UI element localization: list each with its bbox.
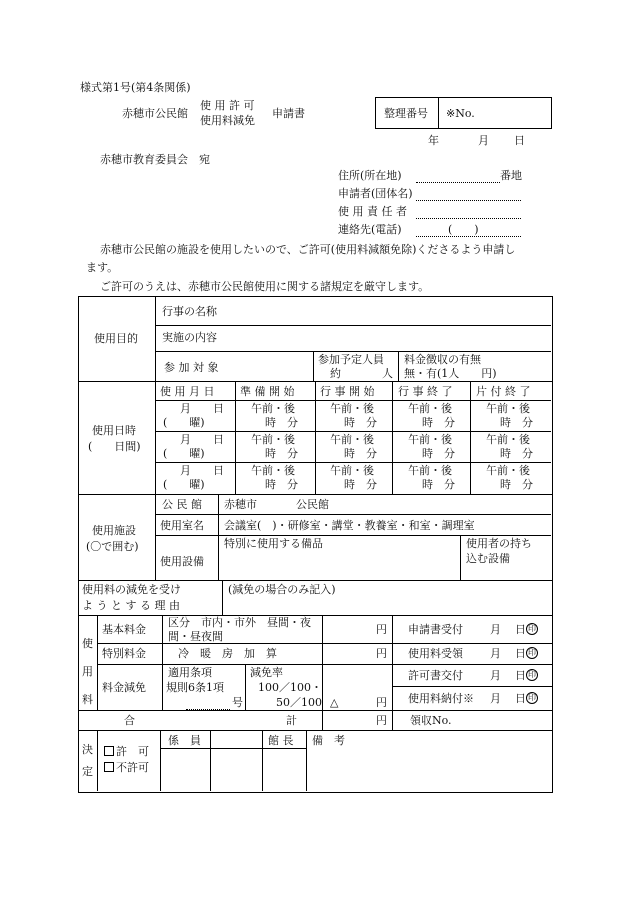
special-equip-label: 特別に使用する備品 xyxy=(224,537,323,550)
nopermit-checkbox[interactable] xyxy=(104,762,149,773)
fee-paid-month: 月 xyxy=(490,692,501,705)
contact-paren: ( ) xyxy=(448,223,479,236)
dt-ampm-r2-c4[interactable]: 午前・後 xyxy=(486,464,530,477)
kominkan-label: 公 民 館 xyxy=(162,498,202,511)
apply-recv-month: 月 xyxy=(490,623,501,636)
rule-go-field[interactable] xyxy=(186,709,230,710)
dt-header-cleanup: 片 付 終 了 xyxy=(476,385,531,398)
dt-date-r0[interactable]: 月 日 xyxy=(180,402,224,415)
fee-side-1: 使 xyxy=(82,637,93,650)
yen-total: 円 xyxy=(376,714,387,727)
rule-label: 規則6条1項 xyxy=(166,681,224,694)
room-options[interactable]: 会議室( )・研修室・講堂・教養室・和室・調理室 xyxy=(224,519,475,532)
dt-time-r1-c2[interactable]: 時 分 xyxy=(344,447,377,460)
dt-ampm-r0-c4[interactable]: 午前・後 xyxy=(486,402,530,415)
checkbox-icon[interactable] xyxy=(104,762,114,772)
bring-equip-label1: 使用者の持ち xyxy=(466,537,532,550)
dt-ampm-r0-c1[interactable]: 午前・後 xyxy=(251,402,295,415)
title-kyoka: 使 用 許 可 xyxy=(200,99,255,112)
contact-label: 連絡先(電話) xyxy=(338,223,402,236)
seiri-number[interactable]: ※No. xyxy=(446,107,475,120)
apply-recv-label: 申請書受付 xyxy=(408,623,463,636)
dt-header-start: 行 事 開 始 xyxy=(320,385,375,398)
dt-date-r1[interactable]: 月 日 xyxy=(180,433,224,446)
dt-header-prep: 準 備 開 始 xyxy=(240,385,295,398)
seal-icon: 印 xyxy=(528,693,536,702)
permit-checkbox[interactable] xyxy=(104,746,149,757)
go-label: 号 xyxy=(232,696,243,709)
basic-fee-label: 基本料金 xyxy=(102,623,146,636)
purpose-label: 使用目的 xyxy=(94,332,138,345)
fee-recv-day: 日 xyxy=(515,647,526,660)
dt-time-r0-c1[interactable]: 時 分 xyxy=(265,416,298,429)
dt-time-r0-c3[interactable]: 時 分 xyxy=(422,416,455,429)
triangle-label: △ xyxy=(330,696,339,709)
date-year: 年 xyxy=(428,134,439,147)
receipt-no-label: 領収No. xyxy=(410,714,452,727)
datetime-label: 使用日時 xyxy=(92,424,136,437)
datetime-days[interactable]: ( 日間) xyxy=(88,440,141,453)
equip-label: 使用設備 xyxy=(160,555,204,568)
dt-weekday-r2[interactable]: ( 曜) xyxy=(163,478,205,491)
director-label: 館 長 xyxy=(268,734,294,747)
dt-time-r2-c1[interactable]: 時 分 xyxy=(265,478,298,491)
date-month: 月 xyxy=(478,134,489,147)
manager-field[interactable] xyxy=(416,218,521,219)
dt-weekday-r1[interactable]: ( 曜) xyxy=(163,447,205,460)
fee-recv-label: 使用料受領 xyxy=(408,647,463,660)
kominkan2-label: 公民館 xyxy=(296,498,329,511)
dt-ampm-r2-c1[interactable]: 午前・後 xyxy=(251,464,295,477)
dt-time-r2-c4[interactable]: 時 分 xyxy=(500,478,533,491)
fee-collect-label: 料金徴収の有無 xyxy=(404,353,481,366)
permit-issue-day: 日 xyxy=(515,669,526,682)
manager-label: 使 用 責 任 者 xyxy=(338,205,407,218)
permit-issue-label: 許可書交付 xyxy=(408,669,463,682)
decision-label-1: 決 xyxy=(82,743,93,756)
fee-paid-day: 日 xyxy=(515,692,526,705)
rate-line1[interactable]: 100／100・ xyxy=(258,681,322,694)
reason-label2: よ う と す る 理 由 xyxy=(82,599,180,612)
form-number: 様式第1号(第4条関係) xyxy=(80,81,191,94)
rate-label: 減免率 xyxy=(250,666,283,679)
seal-icon: 印 xyxy=(528,648,536,657)
checkbox-icon[interactable] xyxy=(104,746,114,756)
seal-icon: 印 xyxy=(528,670,536,679)
fee-paid-label: 使用料納付※ xyxy=(408,692,474,705)
heating-label: 冷 暖 房 加 算 xyxy=(178,647,277,660)
dt-time-r1-c1[interactable]: 時 分 xyxy=(265,447,298,460)
dt-date-r2[interactable]: 月 日 xyxy=(180,464,224,477)
dt-ampm-r1-c4[interactable]: 午前・後 xyxy=(486,433,530,446)
dt-ampm-r1-c1[interactable]: 午前・後 xyxy=(251,433,295,446)
reason-note: (減免の場合のみ記入) xyxy=(228,583,336,596)
fee-side-3: 料 xyxy=(82,693,93,706)
permit-issue-month: 月 xyxy=(490,669,501,682)
decision-label-2: 定 xyxy=(82,765,93,778)
seiri-label: 整理番号 xyxy=(384,107,428,120)
rate-line2[interactable]: 50／100 xyxy=(276,696,322,709)
fee-side-2: 用 xyxy=(82,665,93,678)
target-label: 参 加 対 象 xyxy=(164,361,219,374)
intro-line2: ます。 xyxy=(86,261,119,274)
dt-time-r2-c2[interactable]: 時 分 xyxy=(344,478,377,491)
room-label: 使用室名 xyxy=(160,519,204,532)
reduce-label: 料金減免 xyxy=(102,681,146,694)
dt-ampm-r1-c2[interactable]: 午前・後 xyxy=(330,433,374,446)
article-label: 適用条項 xyxy=(168,666,212,679)
kubun-line2: 間・昼夜間 xyxy=(168,630,223,643)
banchi-label: 番地 xyxy=(500,169,522,182)
yen-basic: 円 xyxy=(376,623,387,636)
persons-label: 人 xyxy=(382,367,393,380)
akoshi-label: 赤穂市 xyxy=(224,498,257,511)
approx-label: 約 xyxy=(330,367,341,380)
dt-time-r1-c4[interactable]: 時 分 xyxy=(500,447,533,460)
intro-line1: 赤穂市公民館の施設を使用したいので、ご許可(使用料減額免除)くださるよう申請し xyxy=(100,243,516,256)
dt-ampm-r0-c3[interactable]: 午前・後 xyxy=(408,402,452,415)
dt-time-r0-c4[interactable]: 時 分 xyxy=(500,416,533,429)
facility-circle-note: (〇で囲む) xyxy=(86,540,139,553)
remarks-label: 備 考 xyxy=(312,734,345,747)
title-genmen: 使用料減免 xyxy=(200,114,255,127)
permit-label: 許 可 xyxy=(116,745,149,758)
fee-recv-month: 月 xyxy=(490,647,501,660)
addressee: 赤穂市教育委員会 宛 xyxy=(100,153,210,166)
applicant-name-field[interactable] xyxy=(416,200,521,201)
total-label-1: 合 xyxy=(124,714,135,727)
dt-header-date: 使 用 月 日 xyxy=(160,385,215,398)
contact-field[interactable] xyxy=(416,236,521,237)
nopermit-label: 不許可 xyxy=(116,761,149,774)
content-label: 実施の内容 xyxy=(162,331,217,344)
dt-ampm-r0-c2[interactable]: 午前・後 xyxy=(330,402,374,415)
applicant-name-label: 申請者(団体名) xyxy=(338,187,413,200)
facility-name: 赤穂市公民館 xyxy=(122,107,188,120)
intro-line3: ご許可のうえは、赤穂市公民館使用に関する諸規定を厳守します。 xyxy=(100,280,430,293)
total-label-2: 計 xyxy=(286,714,297,727)
clerk-label: 係 員 xyxy=(168,734,201,747)
reason-label1: 使用料の減免を受け xyxy=(82,583,181,596)
yen-reduce: 円 xyxy=(376,696,387,709)
address-label: 住所(所在地) xyxy=(338,169,402,182)
dt-ampm-r1-c3[interactable]: 午前・後 xyxy=(408,433,452,446)
dt-ampm-r2-c2[interactable]: 午前・後 xyxy=(330,464,374,477)
event-name-label: 行事の名称 xyxy=(162,305,217,318)
planned-label: 参加予定人員 xyxy=(318,353,384,366)
dt-header-end: 行 事 終 了 xyxy=(398,385,453,398)
facility-label: 使用施設 xyxy=(92,524,136,537)
address-field[interactable] xyxy=(416,182,500,183)
dt-weekday-r0[interactable]: ( 曜) xyxy=(163,416,205,429)
dt-time-r1-c3[interactable]: 時 分 xyxy=(422,447,455,460)
dt-time-r2-c3[interactable]: 時 分 xyxy=(422,478,455,491)
date-day: 日 xyxy=(514,134,525,147)
apply-recv-day: 日 xyxy=(515,623,526,636)
kubun-line1: 区分 市内・市外 昼間・夜 xyxy=(168,616,311,629)
dt-ampm-r2-c3[interactable]: 午前・後 xyxy=(408,464,452,477)
fee-collect-options[interactable]: 無・有(1人 円) xyxy=(404,367,497,380)
yen-special: 円 xyxy=(376,647,387,660)
seal-icon: 印 xyxy=(528,624,536,633)
dt-time-r0-c2[interactable]: 時 分 xyxy=(344,416,377,429)
title-shinsei: 申請書 xyxy=(272,107,305,120)
bring-equip-label2: 込む設備 xyxy=(466,552,510,565)
special-fee-label: 特別料金 xyxy=(102,647,146,660)
